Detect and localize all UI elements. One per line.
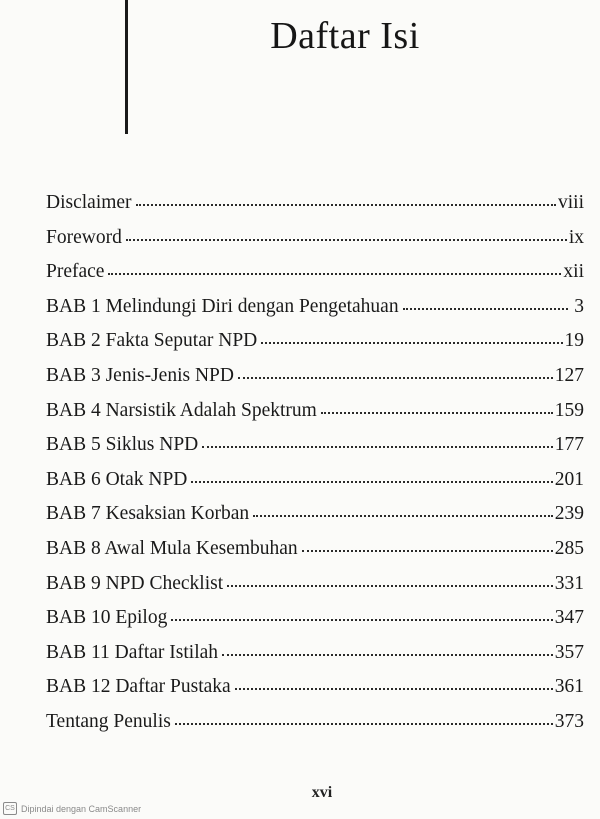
- toc-entry: [46, 676, 584, 711]
- toc-entry: [46, 330, 584, 365]
- dot-leader: [175, 723, 553, 725]
- toc-entry: [46, 296, 584, 331]
- dot-leader: [171, 619, 552, 621]
- toc-entry: [46, 642, 584, 677]
- toc-entry-label: BAB 10 Epilog: [46, 607, 168, 629]
- toc-entry-label: BAB 11 Daftar Istilah: [46, 641, 219, 663]
- dot-leader: [235, 688, 553, 690]
- scanner-watermark: [3, 802, 141, 815]
- page-title: Daftar Isi: [270, 15, 420, 57]
- toc-entry: [46, 469, 584, 504]
- toc-entry-page: 331: [554, 572, 584, 594]
- toc-entry: [46, 538, 584, 573]
- toc-entry-page: 201: [554, 468, 584, 490]
- toc-entry-page: 373: [554, 710, 584, 732]
- toc-entry-label: BAB 9 NPD Checklist: [46, 572, 224, 594]
- toc-entry-label: BAB 1 Melindungi Diri dengan Pengetahuan: [46, 295, 399, 317]
- toc-entry-page: xii: [563, 261, 584, 283]
- toc-entry-page: 361: [554, 676, 584, 698]
- table-of-contents: [46, 192, 584, 746]
- toc-entry-page: 177: [554, 434, 584, 456]
- toc-entry: [46, 400, 584, 435]
- scanner-watermark-text: Dipindai dengan CamScanner: [21, 803, 142, 814]
- toc-entry-label: BAB 12 Daftar Pustaka: [46, 676, 231, 698]
- toc-entry-label: BAB 5 Siklus NPD: [46, 434, 199, 456]
- toc-entry-page: 127: [554, 364, 584, 386]
- toc-entry: [46, 607, 584, 642]
- dot-leader: [321, 412, 553, 414]
- toc-entry-label: BAB 8 Awal Mula Kesembuhan: [46, 537, 298, 559]
- toc-entry: [46, 261, 584, 296]
- dot-leader: [108, 273, 561, 275]
- page-number: xvi: [311, 784, 333, 801]
- toc-entry-page: 19: [564, 330, 584, 352]
- dot-leader: [222, 654, 553, 656]
- toc-entry: [46, 227, 584, 262]
- toc-entry-label: BAB 7 Kesaksian Korban: [46, 503, 250, 525]
- dot-leader: [238, 377, 553, 379]
- dot-leader: [191, 481, 552, 483]
- toc-entry: [46, 192, 584, 227]
- dot-leader: [126, 239, 567, 241]
- toc-entry-page: 357: [554, 641, 584, 663]
- toc-entry-label: Preface: [46, 261, 105, 283]
- camscanner-logo-icon: CS: [3, 802, 17, 815]
- toc-entry-label: Foreword: [46, 226, 122, 248]
- dot-leader: [403, 308, 568, 310]
- toc-entry-page: viii: [557, 192, 584, 213]
- dot-leader: [202, 446, 553, 448]
- toc-entry-page: 159: [554, 399, 584, 421]
- toc-entry: [46, 503, 584, 538]
- toc-entry-label: Disclaimer: [46, 192, 132, 213]
- dot-leader: [136, 204, 556, 206]
- dot-leader: [227, 585, 553, 587]
- dot-leader: [302, 550, 553, 552]
- toc-entry-page: 3: [574, 295, 584, 317]
- toc-entry: [46, 573, 584, 608]
- toc-entry-label: Tentang Penulis: [46, 710, 171, 732]
- toc-entry: [46, 365, 584, 400]
- toc-entry: [46, 434, 584, 469]
- toc-entry-page: 285: [554, 537, 584, 559]
- toc-entry-label: BAB 3 Jenis-Jenis NPD: [46, 364, 234, 386]
- toc-entry-label: BAB 4 Narsistik Adalah Spektrum: [46, 399, 317, 421]
- toc-entry: [46, 711, 584, 746]
- toc-entry-page: 347: [554, 607, 584, 629]
- toc-entry-label: BAB 6 Otak NPD: [46, 468, 188, 490]
- dot-leader: [261, 342, 562, 344]
- toc-entry-page: 239: [554, 503, 584, 525]
- toc-entry-page: ix: [568, 226, 584, 248]
- dot-leader: [253, 515, 553, 517]
- toc-entry-label: BAB 2 Fakta Seputar NPD: [46, 330, 258, 352]
